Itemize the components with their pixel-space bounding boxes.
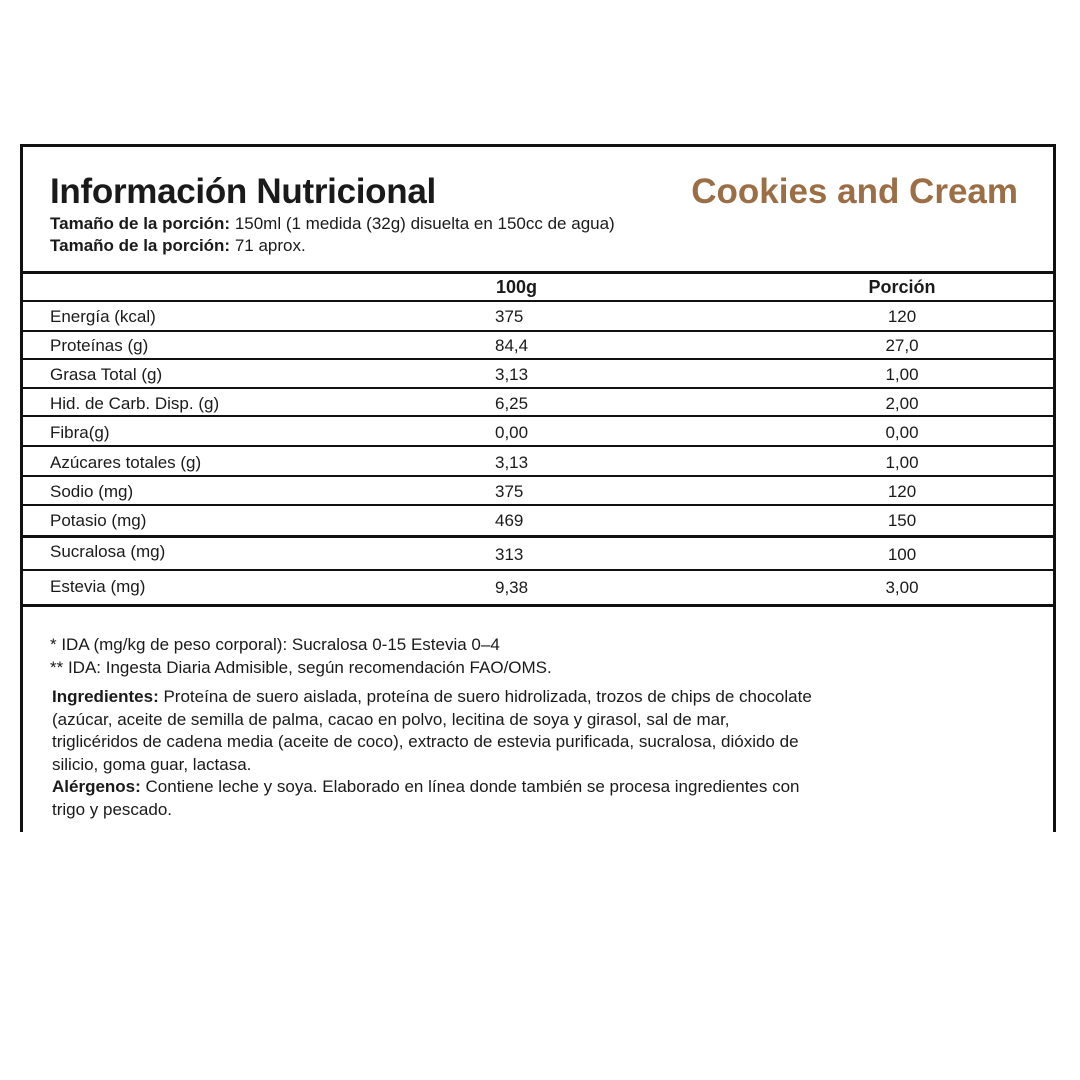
row-divider	[20, 569, 1056, 571]
value-per-100g: 375	[495, 307, 524, 326]
nutrient-name: Energía (kcal)	[50, 307, 156, 326]
flavor-name: Cookies and Cream	[691, 172, 1018, 211]
value-per-portion: 3,00	[885, 578, 919, 597]
table-bottom-border	[20, 604, 1056, 607]
table-row	[22, 418, 1052, 447]
value-per-portion: 100	[887, 545, 917, 564]
table-row	[22, 572, 1052, 604]
ingredients-label: Ingredientes:	[52, 687, 159, 706]
table-row	[22, 477, 1052, 506]
value-per-100g: 313	[495, 545, 524, 564]
nutrient-name: Sodio (mg)	[50, 482, 134, 501]
value-per-100g: 375	[495, 482, 524, 501]
border-top	[20, 144, 1056, 147]
serving-size-value: 150ml (1 medida (32g) disuelta en 150cc de agua)	[230, 214, 615, 233]
value-per-portion: 1,00	[885, 365, 919, 384]
servings-value: 71 aprox.	[230, 236, 306, 255]
nutrient-name: Potasio (mg)	[50, 511, 147, 530]
table-row	[22, 506, 1052, 535]
value-per-portion: 150	[887, 511, 917, 530]
value-per-100g: 3,13	[495, 453, 529, 472]
table-row	[22, 302, 1052, 331]
table-row	[22, 389, 1052, 418]
table-row	[22, 331, 1052, 360]
serving-size-label: Tamaño de la porción:	[50, 214, 231, 233]
value-per-portion: 2,00	[885, 394, 919, 413]
value-per-100g: 84,4	[495, 336, 529, 355]
value-per-100g: 0,00	[495, 423, 529, 442]
value-per-portion: 27,0	[885, 336, 919, 355]
row-divider	[20, 415, 1056, 417]
nutrient-name: Sucralosa (mg)	[50, 542, 166, 561]
ingredients-text: Proteína de suero aislada, proteína de suero hidrolizada, trozos de chips de chocolate (azúcar, aceite de semilla de palma, cacao en polvo, lecitina de soya y girasol, sal de mar, triglicéridos de cadena media (aceite de coco), extracto de estevia purificada, sucralosa, dióxido de silicio, goma guar, lactasa.	[52, 687, 812, 774]
border-right	[1053, 144, 1056, 832]
row-divider	[20, 445, 1056, 447]
servings-per-container	[50, 236, 306, 256]
value-per-100g: 3,13	[495, 365, 529, 384]
value-per-100g: 6,25	[495, 394, 529, 413]
value-per-portion: 0,00	[885, 423, 919, 442]
value-per-100g: 469	[495, 511, 524, 530]
allergens-label: Alérgenos:	[52, 777, 141, 796]
table-row	[22, 360, 1052, 389]
table-row	[22, 539, 1052, 569]
value-per-portion: 120	[887, 307, 917, 326]
header-divider	[20, 271, 1056, 274]
nutrient-name: Azúcares totales (g)	[50, 453, 202, 472]
ingredients	[52, 686, 812, 776]
column-header-100g: 100g	[496, 277, 538, 297]
allergens-text: Contiene leche y soya. Elaborado en línea donde también se procesa ingredientes con trigo y pescado.	[52, 777, 800, 819]
ida-note: * IDA (mg/kg de peso corporal): Sucralosa 0-15 Estevia 0–4	[50, 635, 500, 654]
servings-label: Tamaño de la porción:	[50, 236, 231, 255]
nutrient-name: Estevia (mg)	[50, 577, 146, 596]
value-per-portion: 1,00	[885, 453, 919, 472]
nutrient-name: Proteínas (g)	[50, 336, 149, 355]
serving-size	[50, 214, 615, 234]
value-per-100g: 9,38	[495, 578, 529, 597]
nutrient-name: Hid. de Carb. Disp. (g)	[50, 394, 220, 413]
row-divider	[20, 535, 1056, 538]
ida-definition: ** IDA: Ingesta Diaria Admisible, según recomendación FAO/OMS.	[50, 658, 552, 677]
nutrient-name: Grasa Total (g)	[50, 365, 163, 384]
label-title: Información Nutricional	[50, 172, 436, 211]
table-row	[22, 448, 1052, 477]
nutrient-name: Fibra(g)	[50, 423, 110, 442]
column-header-porcion: Porción	[868, 277, 936, 297]
allergens	[52, 776, 812, 821]
nutrition-label	[20, 144, 1056, 832]
value-per-portion: 120	[887, 482, 917, 501]
